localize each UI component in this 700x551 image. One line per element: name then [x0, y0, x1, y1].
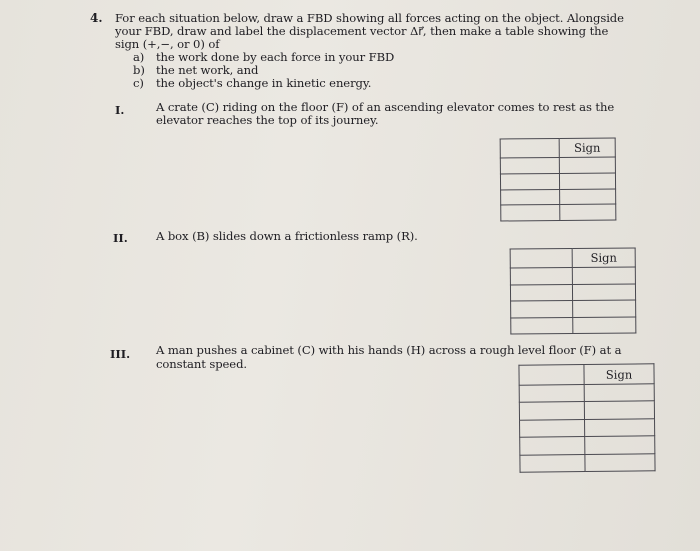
subitem-a-letter: a) [133, 50, 145, 64]
subitem-b-letter: b) [133, 63, 145, 77]
situation-3-line-1: A man pushes a cabinet (C) with his hands (H) across a rough level floor (F) at a [156, 343, 622, 357]
situation-3-line-2: constant speed. [156, 357, 247, 371]
subitem-c-letter: c) [133, 76, 144, 90]
intro-line-1: For each situation below, draw a FBD showing all forces acting on the object. Alongside [115, 11, 624, 25]
sign-table-2 [510, 247, 637, 334]
subitem-c-text: the object's change in kinetic energy. [156, 76, 372, 90]
situation-3-numeral: III. [110, 347, 131, 361]
situation-2-numeral: II. [113, 231, 128, 245]
sign-header-1: Sign [559, 138, 615, 157]
sign-header-3: Sign [584, 364, 654, 385]
problem-number: 4. [90, 11, 103, 25]
subitem-b-text: the net work, and [156, 63, 259, 77]
situation-1-line-2: elevator reaches the top of its journey. [156, 113, 379, 127]
situation-1-numeral: I. [115, 103, 125, 117]
intro-line-3: sign (+,−, or 0) of [115, 37, 220, 51]
sign-table-3 [518, 363, 655, 472]
sign-table-1 [500, 137, 617, 221]
subitem-a-text: the work done by each force in your FBD [156, 50, 395, 64]
intro-line-2: your FBD, draw and label the displacement vector Δr⃗, then make a table showing the [115, 24, 609, 38]
situation-2-line-1: A box (B) slides down a frictionless ramp (R). [156, 229, 418, 243]
sign-header-2: Sign [572, 248, 635, 268]
situation-1-line-1: A crate (C) riding on the floor (F) of an ascending elevator comes to rest as the [156, 100, 615, 114]
